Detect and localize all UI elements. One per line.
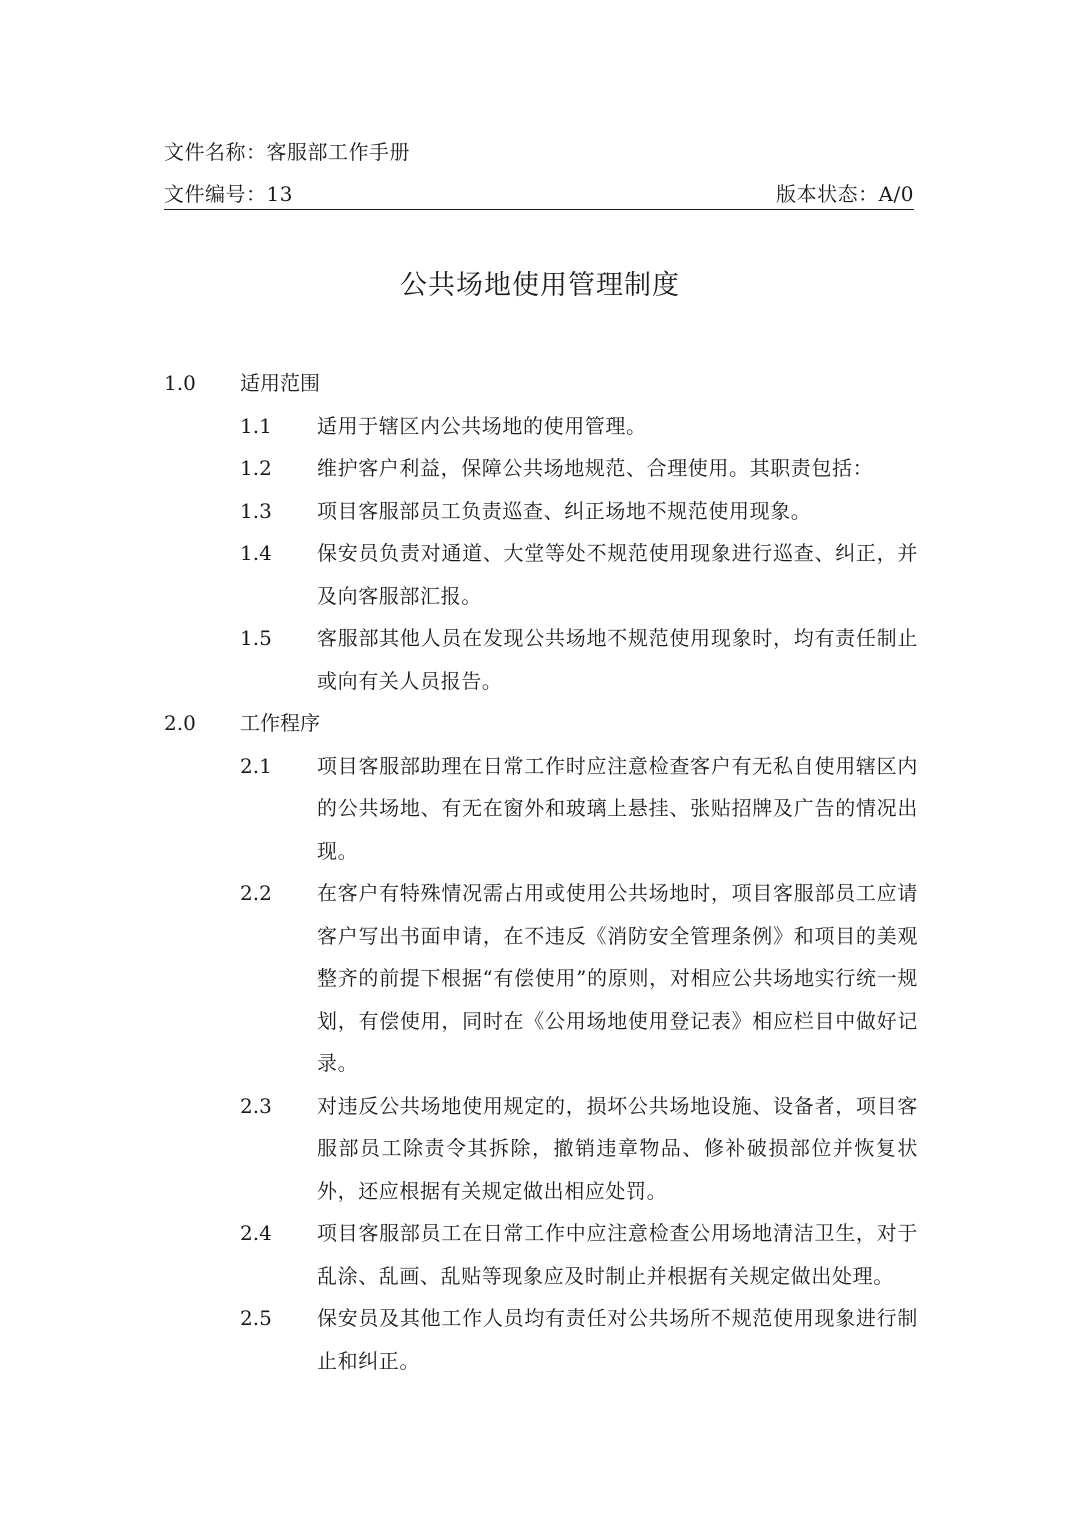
clause-number: 2.5 [240, 1306, 272, 1330]
section-title: 工作程序 [240, 711, 320, 735]
clause-item [164, 532, 918, 617]
clause-number: 1.2 [240, 456, 272, 480]
clause-number: 1.1 [240, 413, 272, 438]
clause-text: 客服部其他人员在发现公共场地不规范使用现象时，均有责任制止或向有关人员报告。 [317, 626, 918, 693]
clause-text: 项目客服部员工在日常工作中应注意检查公用场地清洁卫生，对于乱涂、乱画、乱贴等现象应及时制止并根据有关规定做出处理。 [317, 1221, 918, 1288]
section-number: 2.0 [164, 711, 196, 735]
section-heading [164, 702, 918, 745]
clause-item [164, 617, 918, 702]
file-number-line [164, 180, 914, 210]
clause-number: 2.4 [240, 1221, 272, 1245]
section-heading [164, 362, 918, 405]
document-body [164, 362, 918, 1382]
version-status: 版本状态：A/0 [776, 182, 914, 206]
clause-item [164, 1297, 918, 1382]
clause-text: 维护客户利益，保障公共场地规范、合理使用。其职责包括： [317, 456, 874, 480]
clause-item [164, 405, 918, 448]
clause-text: 对违反公共场地使用规定的，损坏公共场地设施、设备者，项目客服部员工除责令其拆除，撤销违章物品、修补破损部位并恢复状外，还应根据有关规定做出相应处罚。 [317, 1093, 918, 1203]
clause-text: 保安员负责对通道、大堂等处不规范使用现象进行巡查、纠正，并及向客服部汇报。 [317, 541, 918, 608]
file-number: 文件编号：13 [164, 182, 293, 206]
clause-text: 项目客服部助理在日常工作时应注意检查客户有无私自使用辖区内的公共场地、有无在窗外和玻璃上悬挂、张贴招牌及广告的情况出现。 [317, 753, 918, 863]
file-name: 文件名称：客服部工作手册 [164, 140, 410, 164]
clause-item [164, 447, 918, 490]
clause-number: 1.5 [240, 626, 272, 650]
clause-text: 项目客服部员工负责巡查、纠正场地不规范使用现象。 [317, 498, 812, 523]
clause-number: 1.3 [240, 498, 272, 523]
clause-number: 2.2 [240, 881, 272, 905]
clause-item [164, 1085, 918, 1213]
clause-text: 在客户有特殊情况需占用或使用公共场地时，项目客服部员工应请客户写出书面申请，在不违反《消防安全管理条例》和项目的美观整齐的前提下根据“有偿使用”的原则，对相应公共场地实行统一规划，有偿使用，同时在《公用场地使用登记表》相应栏目中做好记录。 [317, 881, 918, 1075]
clause-item [164, 872, 918, 1085]
section-number: 1.0 [164, 371, 196, 395]
clause-number: 2.3 [240, 1093, 272, 1118]
section-title: 适用范围 [240, 371, 320, 395]
clause-text: 适用于辖区内公共场地的使用管理。 [317, 413, 647, 438]
clause-item [164, 745, 918, 873]
clause-number: 1.4 [240, 541, 272, 565]
clause-text: 保安员及其他工作人员均有责任对公共场所不规范使用现象进行制止和纠正。 [317, 1306, 918, 1373]
document-title: 公共场地使用管理制度 [400, 270, 680, 301]
file-name-line [164, 138, 914, 166]
clause-item [164, 490, 918, 533]
clause-number: 2.1 [240, 753, 272, 778]
clause-item [164, 1212, 918, 1297]
